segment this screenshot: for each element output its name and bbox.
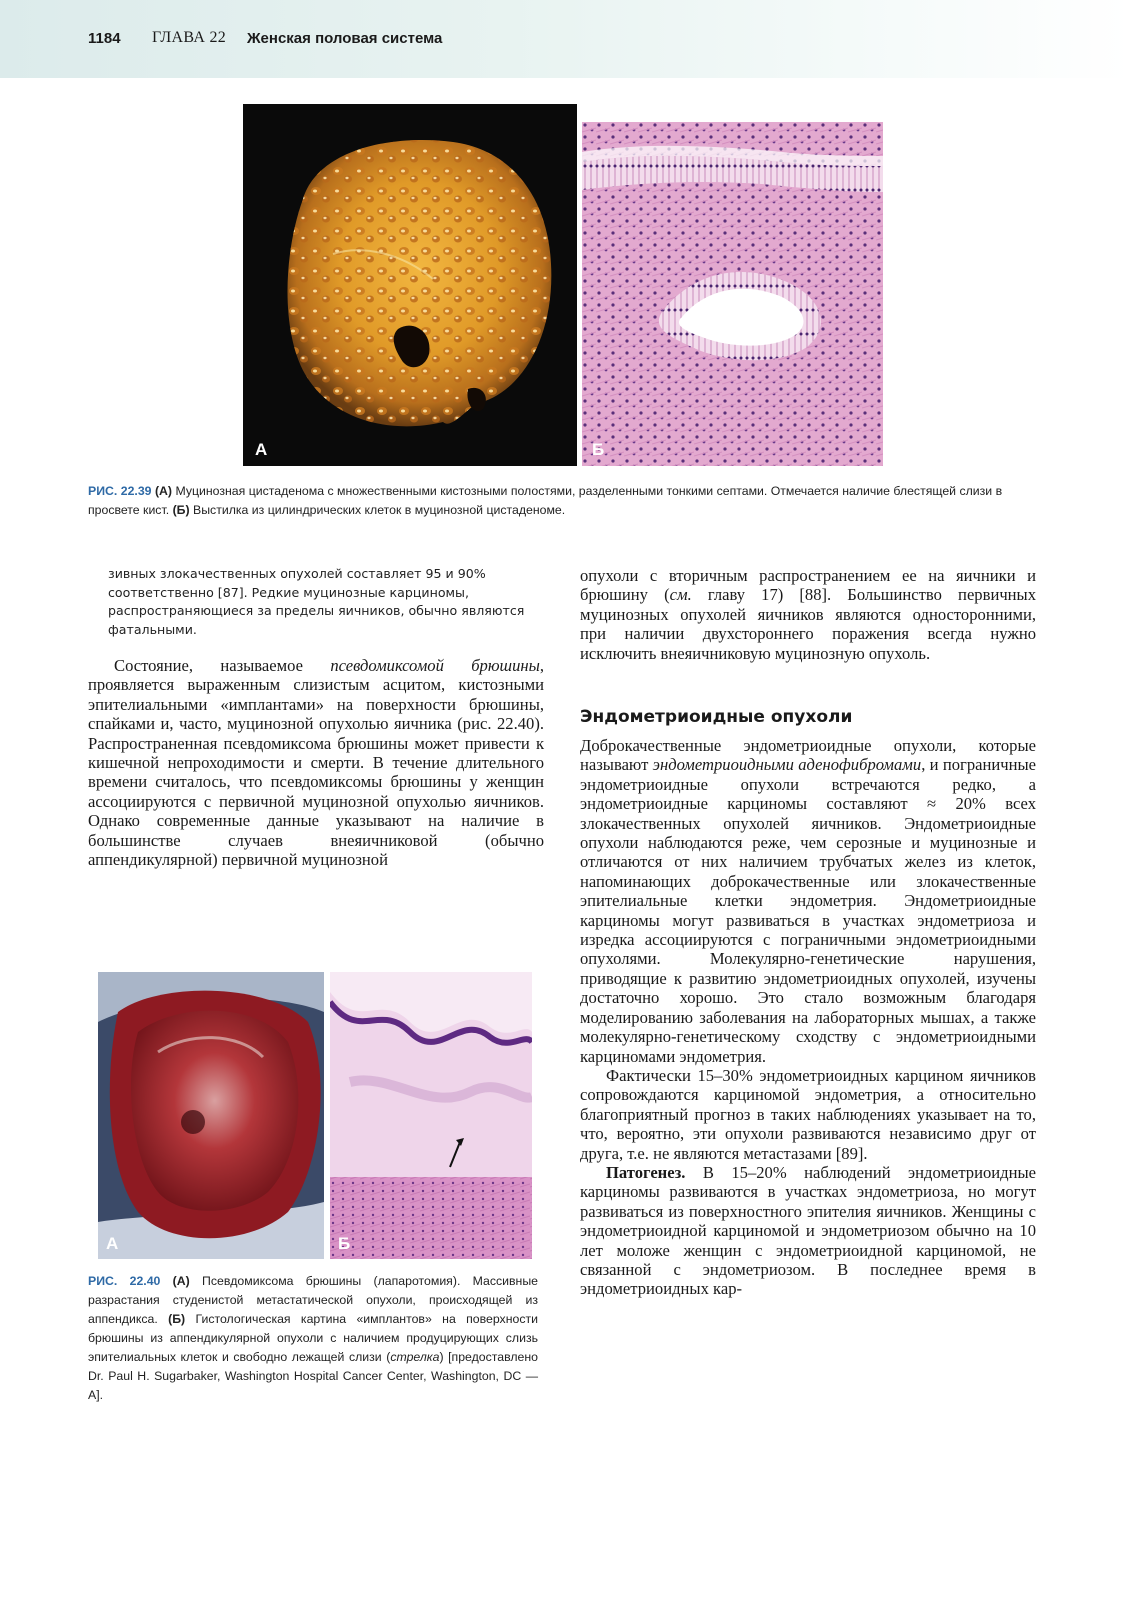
section-heading: Эндометриоидные опухоли	[580, 707, 853, 727]
page-header	[0, 0, 1131, 78]
text-run: Состояние, называемое	[114, 656, 331, 675]
histology-cystadenoma-image	[582, 122, 883, 466]
figure-22-39-caption	[88, 482, 1038, 520]
text-run: В 15–20% наблюдений эндометриоидные карциномы развиваются в участках эндометриоза, но могут развиваться из поверхностного эпителия яичников. Женщины с эндометриоидной карциномой и эндометриозом обычно на 10 лет моложе женщин с эндометриоидной карциномой, не связанной с эндометриозом. В последнее время в эндометриоидных кар-	[580, 1162, 1036, 1299]
paragraph-pathogenesis	[580, 1163, 1036, 1299]
caption-text-a: Псевдомиксома брюшины (лапаротомия). Массивные разрастания студенистой метастатической опухоли, происходящей из аппендикса.	[88, 1274, 539, 1326]
figure-number: РИС. 22.40	[88, 1274, 161, 1288]
text-run: Доброкачественные эндометриоидные опухоли, которые называют	[580, 736, 1036, 775]
text-run: , и пограничные эндометриоидные опухоли встречаются редко, а эндометриоидные карциномы составляют ≈ 20% всех злокачественных опухолей яичников. Эндометриоидные опухоли наблюдаются реже, чем серозные и муцинозные и отличаются от них наличием трубчатых желез из клеток, напоминающих доброкачественные или злокачественные эпителиальные клетки эндометрия. Эндометриоидные карциномы могут развиваться в участках эндометриоза и изредка ассоциируются с пограничными эндометриоидными опухолями. Молекулярно-генетические нарушения, приводящие к развитию эндометриоидных опухолей, изучены достаточно хорошо. Это стало возможным благодаря моделированию заболевания на лабораторных мышах, а также молекулярно-генетическому сходству с эндометриоидными карциномами эндометрия.	[580, 755, 1036, 1066]
caption-text-b: Выстилка из цилиндрических клеток в муцинозной цистаденоме.	[189, 503, 566, 517]
panel-label-a: А	[255, 440, 268, 459]
chapter-label: ГЛАВА 22	[152, 29, 227, 46]
caption-text-b-end: ) [предоставлено Dr. Paul H. Sugarbaker, Washington Hospital Cancer Center, Washington, DC — A].	[88, 1350, 538, 1402]
text-run: главу 17) [88]. Большинство первичных муцинозных опухолей яичников являются односторонними, при наличии двухстороннего поражения всегда нужно исключить внеяичниковую муцинозную опухоль.	[580, 585, 1036, 663]
italic-term: эндометриоидными аденофибромами	[652, 755, 922, 775]
gross-cystadenoma-image	[243, 104, 577, 466]
paragraph-endometrioid	[580, 736, 1036, 1066]
right-column-body	[580, 736, 1036, 1299]
italic-term: см.	[669, 585, 692, 605]
panel-label-b: Б	[592, 440, 605, 459]
histology-implant-image	[330, 972, 532, 1259]
italic-term: псевдомиксомой брюшины	[330, 656, 540, 675]
figure-22-39-panel-a	[243, 104, 577, 466]
caption-text-a: Муцинозная цистаденома с множественными кистозными полостями, разделенными тонкими септами. Отмечается наличие блестящей слизи в просвете кист.	[88, 484, 1003, 517]
caption-tag-a: (А)	[172, 1274, 190, 1288]
chapter-title: Женская половая система	[247, 30, 443, 47]
panel-label-b: Б	[338, 1234, 351, 1253]
figure-22-39-panel-b	[582, 122, 883, 466]
text-run: , проявляется выраженным слизистым асцитом, кистозными эпителиальными «имплантами» на поверхности брюшины, спайками и, часто, муцинозной опухолью яичника (рис. 22.40). Распространенная псевдомиксома брюшины может привести к кишечной непроходимости и смерти. В течение длительного времени считалось, что псевдомиксомы брюшины у женщин ассоциируются с первичной муцинозной опухолью яичников. Однако современные данные указывают на наличие в большинстве случаев внеяичниковой (обычно аппендикулярной) первичной муцинозной	[88, 656, 544, 870]
figure-22-40-panel-b	[330, 972, 532, 1259]
panel-label-a: А	[106, 1234, 119, 1253]
bold-term: Патогенез.	[606, 1162, 686, 1182]
caption-tag-a: (А)	[154, 484, 173, 498]
text-run: опухоли с вторичным распространением ее на яичники и брюшину (	[580, 566, 1036, 605]
figure-22-40-caption	[88, 1272, 538, 1405]
caption-tag-b: (Б)	[168, 1312, 186, 1326]
caption-italic: стрелка	[390, 1350, 440, 1364]
laparotomy-image	[98, 972, 324, 1259]
right-column-top	[580, 566, 1036, 663]
caption-text-b: Гистологическая картина «имплантов» на поверхности брюшины из аппендикулярной опухоли с наличием продуцирующих слизь эпителиальных клеток и свободно лежащей слизи (	[88, 1312, 538, 1364]
figure-22-40-panel-a	[98, 972, 324, 1259]
paragraph-facts: Фактически 15–30% эндометриоидных карцином яичников сопровождаются карциномой эндометрия, а относительно благоприятный прогноз в таких наблюдениях указывает на то, что, вероятно, эти опухоли развиваются независимо друг от друга, т.е. не являются метастазами [89].	[580, 1065, 1036, 1163]
paragraph-pseudomyxoma	[88, 656, 544, 869]
figure-number: РИС. 22.39	[88, 484, 152, 498]
page-number: 1184	[88, 30, 121, 47]
left-column	[88, 656, 544, 869]
summary-box	[108, 565, 526, 639]
caption-tag-b: (Б)	[172, 503, 190, 517]
summary-box-text: зивных злокачественных опухолей составляет 95 и 90% соответственно [87]. Редкие муцинозные карциномы, распространяющиеся за пределы яичников, обычно являются фатальными.	[108, 566, 525, 637]
paragraph-continuation	[580, 566, 1036, 663]
